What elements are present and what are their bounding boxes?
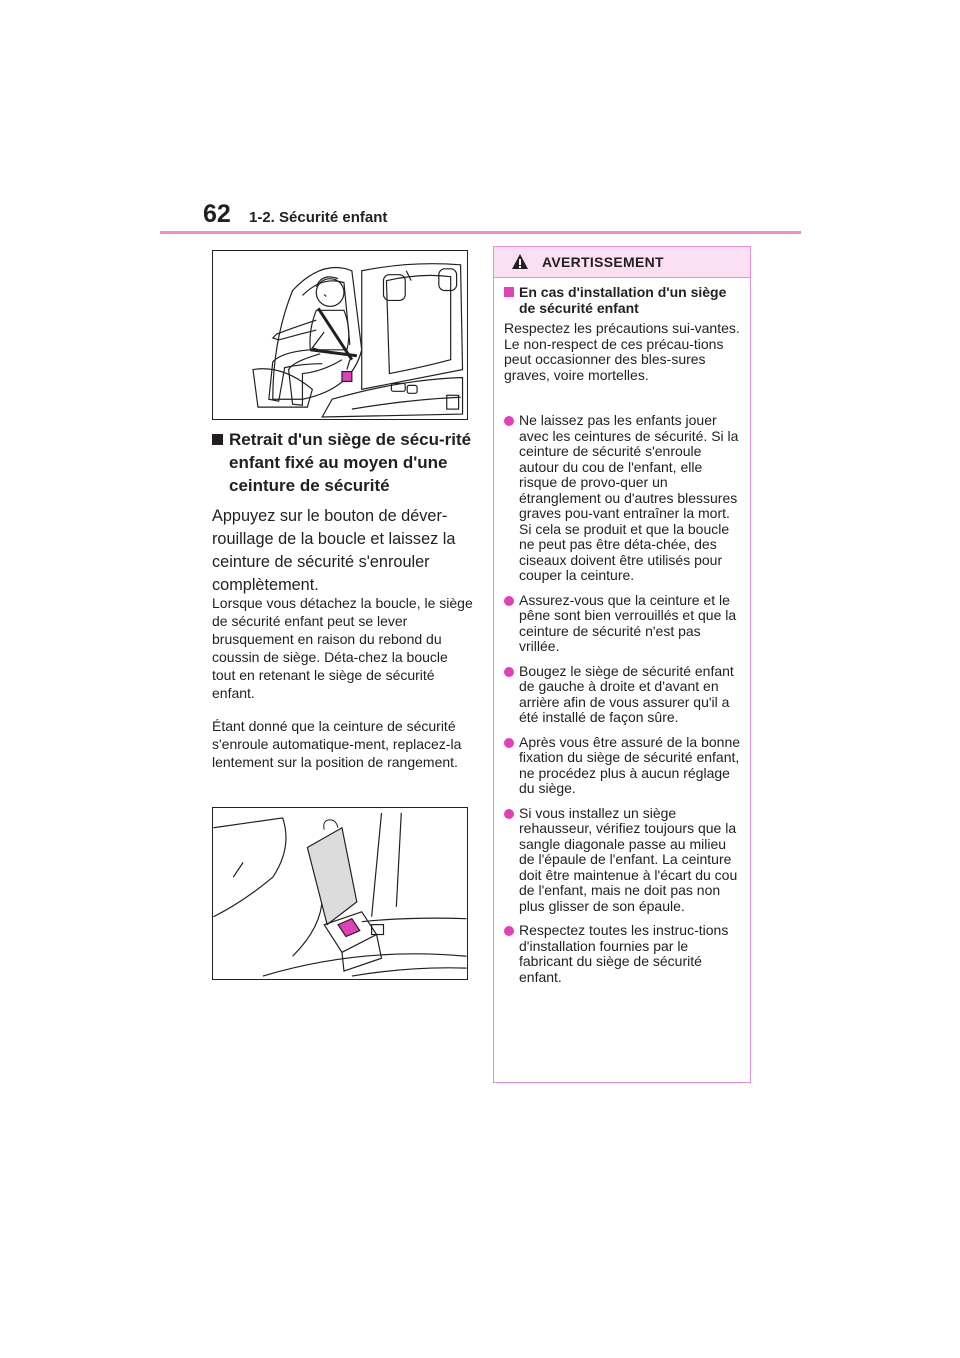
warning-box <box>493 246 751 1083</box>
square-bullet-icon <box>504 287 514 297</box>
dot-bullet-icon <box>504 809 514 819</box>
list-item: Assurez-vous que la ceinture et le pêne sont bien verrouillés et que la ceinture de sécurité n'est pas vrillée. <box>504 593 744 655</box>
list-item: Respectez toutes les instruc-tions d'installation fournies par le fabricant du siège de sécurité enfant. <box>504 923 744 985</box>
body-paragraph-retract: Étant donné que la ceinture de sécurité s'enroule automatique-ment, replacez-la lentement sur la position de rangement. <box>212 718 462 770</box>
section-title: 1-2. Sécurité enfant <box>249 209 388 226</box>
list-item: Bougez le siège de sécurité enfant de gauche à droite et d'avant en arrière afin de vous assurer qu'il a été installé de façon sûre. <box>504 664 744 726</box>
dot-bullet-icon <box>504 596 514 606</box>
list-item: Ne laissez pas les enfants jouer avec les ceintures de sécurité. Si la ceinture de sécurité s'enroule autour du cou de l'enfant, elle risque de provo-quer un étranglement ou d'autres blessures graves pou-vant entraîner la mort. Si cela se produit et que la boucle ne peut pas être déta-chée, des ciseaux doivent être utilisés pour couper la ceinture. <box>504 413 744 584</box>
dot-bullet-icon <box>504 667 514 677</box>
page-number: 62 <box>203 200 231 228</box>
header-rule <box>160 231 801 234</box>
list-item: Si vous installez un siège rehausseur, vérifiez toujours que la sangle diagonale passe au milieu de l'épaule de l'enfant. La ceinture doit être maintenue à l'écart du cou de l'enfant, mais ne doit pas non plus glisser de son épaule. <box>504 806 744 915</box>
dot-bullet-icon <box>504 926 514 936</box>
square-bullet-icon <box>212 434 223 445</box>
list-item: Après vous être assuré de la bonne fixation du siège de sécurité enfant, ne procédez plus à aucun réglage du siège. <box>504 735 744 797</box>
dot-bullet-icon <box>504 416 514 426</box>
warning-subheading: En cas d'installation d'un siège de sécurité enfant <box>504 284 744 316</box>
warning-intro: Respectez les précautions sui-vantes. Le non-respect de ces précau-tions peut occasionner des bles-sures graves, voire mortelles. <box>504 320 740 383</box>
warning-header <box>494 247 750 278</box>
child-seat-illustration <box>212 250 468 420</box>
warning-triangle-icon <box>511 253 529 270</box>
buckle-illustration <box>212 807 468 980</box>
body-paragraph-buckle: Lorsque vous détachez la boucle, le siège de sécurité enfant peut se lever brusquement en raison du rebond du coussin de siège. Déta-chez la boucle tout en retenant le siège de sécurité enfant. <box>212 595 473 701</box>
removal-heading: Retrait d'un siège de sécu-rité enfant fixé au moyen d'une ceinture de sécurité <box>212 428 472 497</box>
lead-paragraph: Appuyez sur le bouton de déver-rouillage de la boucle et laissez la ceinture de sécurité s'enrouler complètement. <box>212 507 456 594</box>
warning-bullet-list <box>504 413 744 994</box>
dot-bullet-icon <box>504 738 514 748</box>
warning-title: AVERTISSEMENT <box>542 254 664 270</box>
